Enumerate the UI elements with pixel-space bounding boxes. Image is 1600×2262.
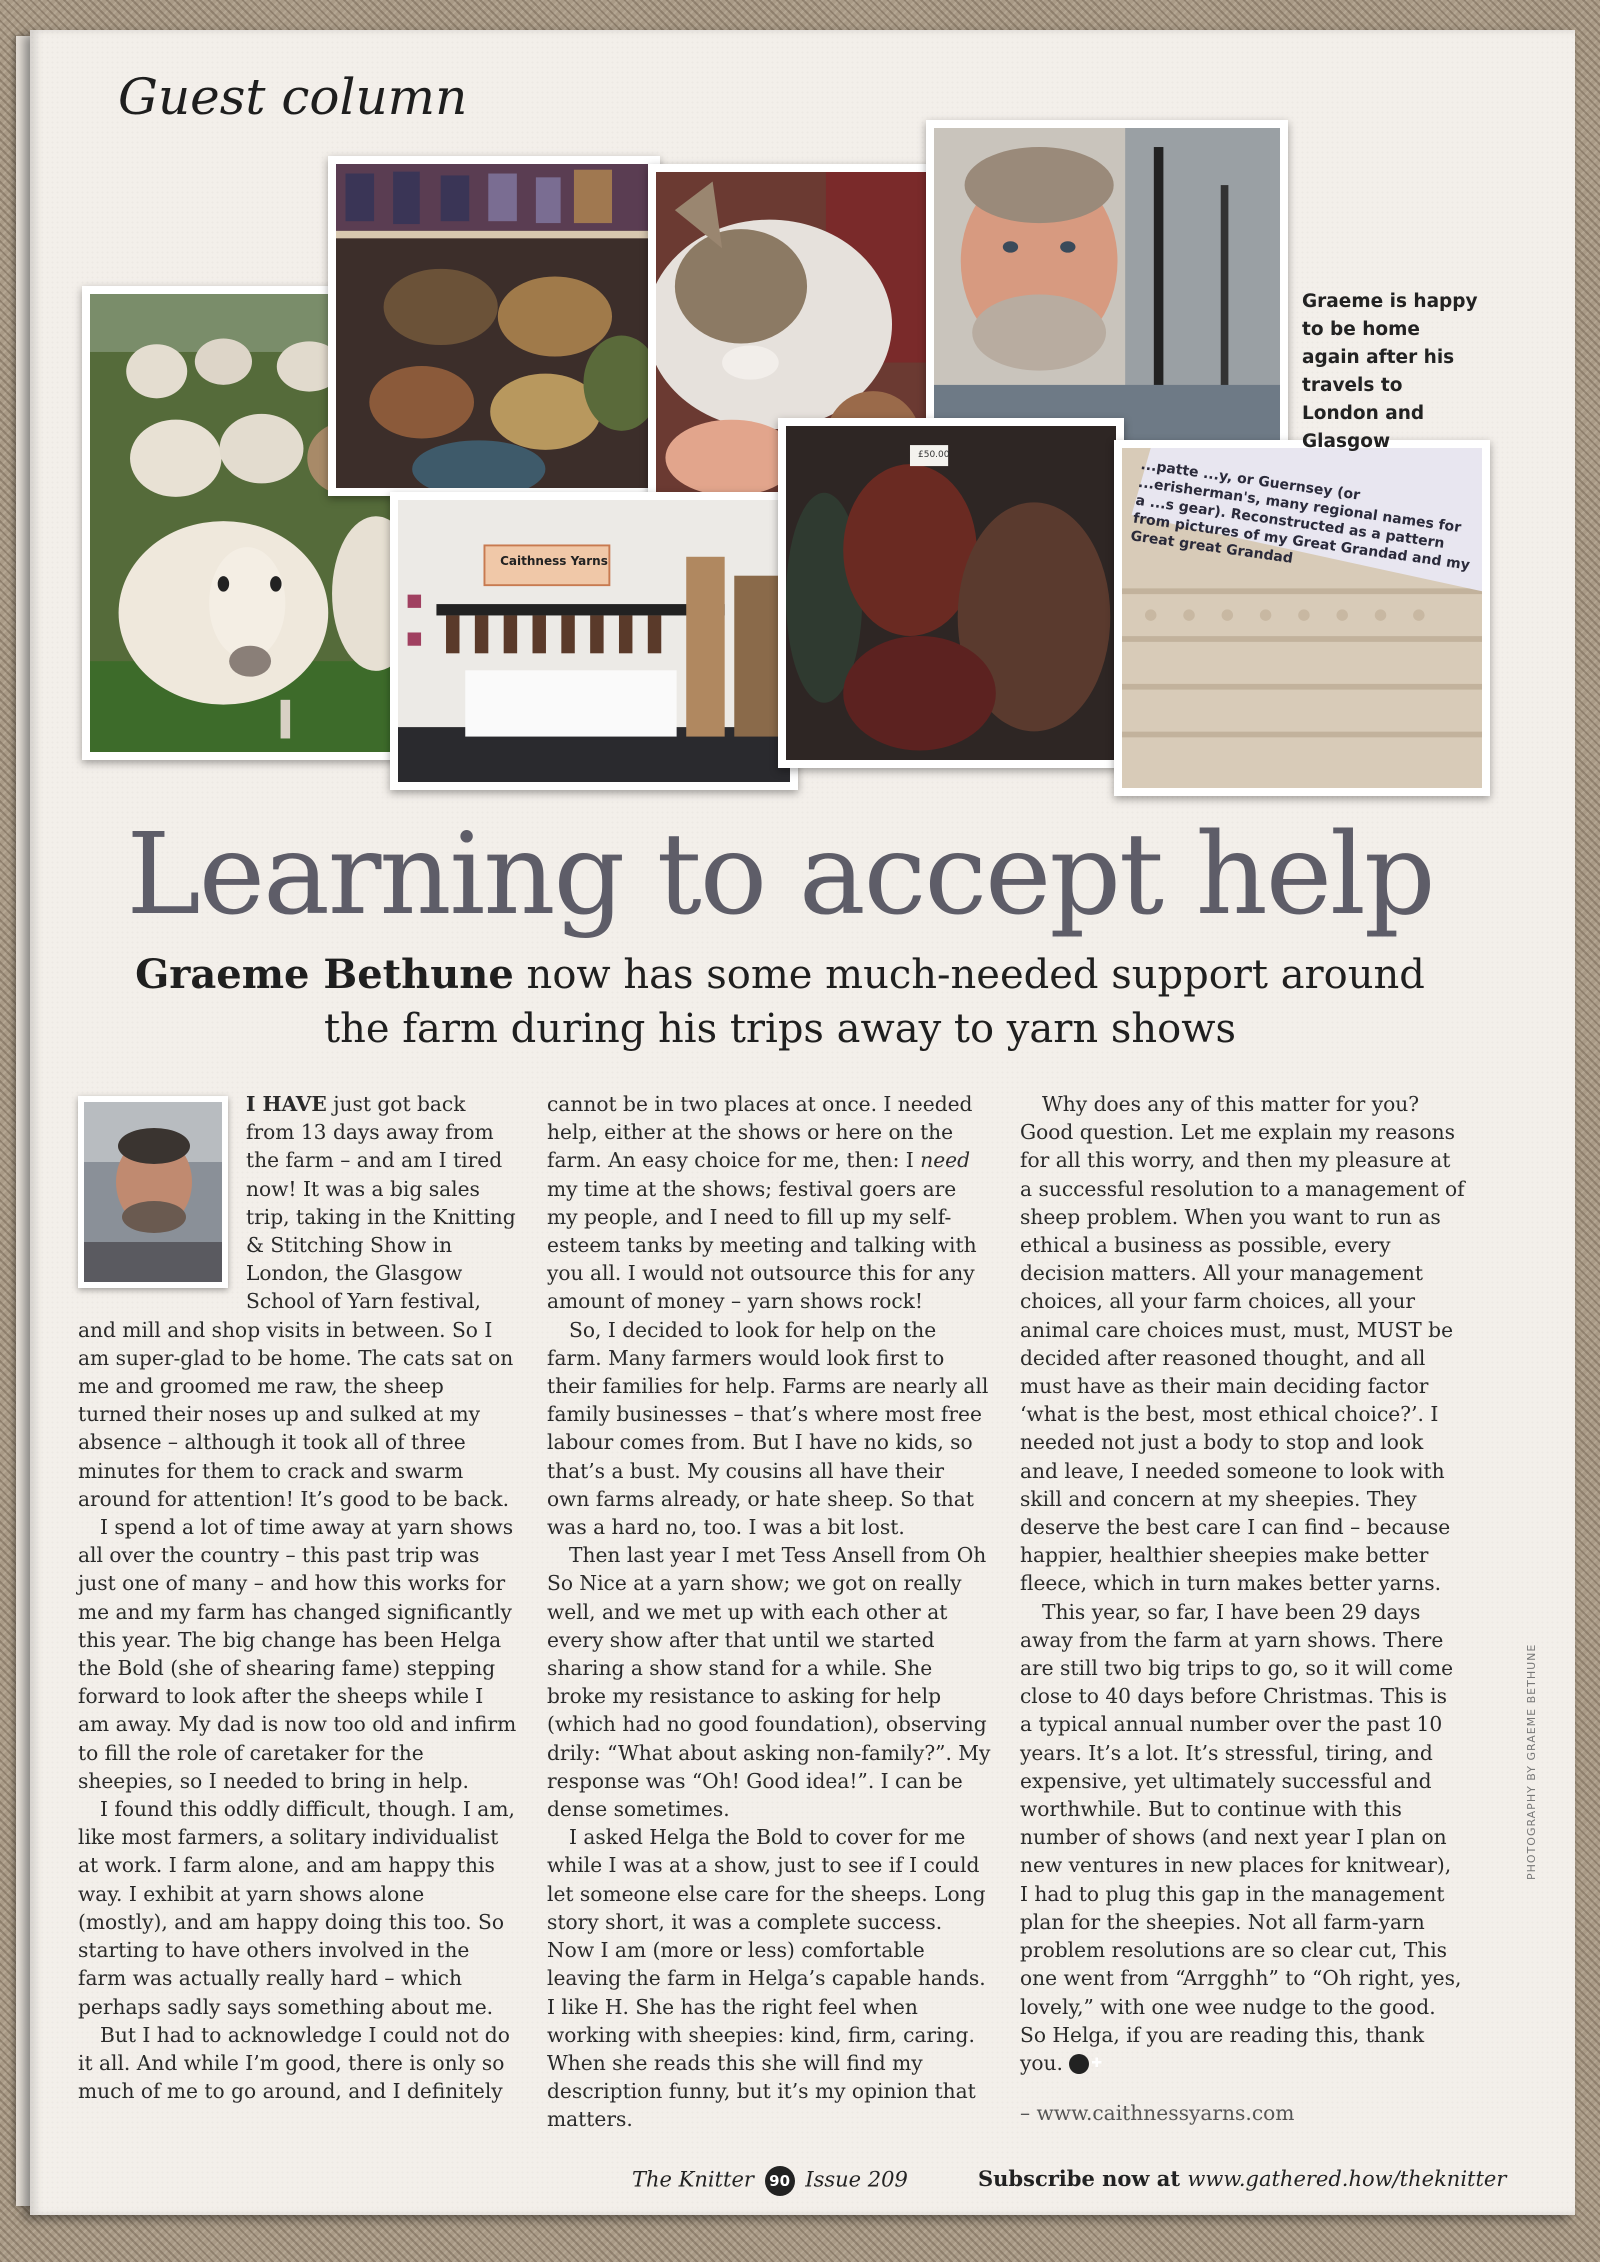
section-label: Guest column bbox=[118, 68, 468, 126]
price-tag-text: £50.00 bbox=[918, 450, 950, 460]
stall-sign-text: Caithness Yarns bbox=[500, 554, 608, 568]
subscribe-url[interactable]: www.gathered.how/theknitter bbox=[1187, 2167, 1507, 2191]
body-column-1 bbox=[78, 1090, 518, 2105]
paragraph-5: So, I decided to look for help on the farm. Many farmers would look first to their families for help. Farms are nearly all family businesses – that’s where most free labour comes from. But I have no kids, so that’s a bust. My cousins all have their own farms already, or hate sheep. So that was a hard no, too. I was a bit lost. bbox=[547, 1317, 989, 1540]
end-mark-icon: ✚ bbox=[1069, 2054, 1089, 2074]
photo-guernsey-knit bbox=[1114, 440, 1490, 796]
body-column-3 bbox=[1020, 1090, 1465, 2127]
photo-caithness-stall bbox=[390, 492, 798, 790]
website-link[interactable]: – www.caithnessyarns.com bbox=[1020, 2101, 1295, 2126]
author-name: Graeme Bethune bbox=[135, 951, 514, 998]
subscribe-lead: Subscribe now at bbox=[978, 2166, 1188, 2191]
paragraph-4-start: But I had to acknowledge I could not do it all. And while I’m good, there is only so much of me to go around, and I definitely bbox=[78, 2022, 510, 2104]
guernsey-label-card: ...patte ...y, or Guernsey (or ...erisherman's, many regional names for a ...s gear). Reconstructed as a pattern from pictures of my Great Grandad and my Great great Grandad bbox=[1129, 456, 1471, 574]
body-column-2 bbox=[547, 1090, 992, 2134]
paragraph-3: I found this oddly difficult, though. I am, like most farmers, a solitary individualist at work. I farm alone, and am happy this way. I exhibit at yarn shows alone (mostly), and am happy doing this too. So starting to have others involved in the farm was actually really hard – which perhaps sadly says something about me. bbox=[78, 1797, 515, 2019]
paragraph-4-cont: cannot be in two places at once. I needed help, either at the shows or here on the farm. An easy choice for me, then: I need my time at the shows; festival goers are my people, and I need to fill up my self-esteem tanks by meeting and talking with you all. I would not outsource this for any amount of money – yarn shows rock! bbox=[547, 1092, 977, 1314]
photo-yarn-shelves bbox=[328, 156, 660, 496]
standfirst bbox=[100, 948, 1460, 1056]
lead-caps: I HAVE bbox=[246, 1092, 327, 1116]
photo-graeme-portrait bbox=[926, 120, 1288, 450]
footer-subscribe bbox=[978, 2166, 1506, 2191]
footer-magazine bbox=[632, 2166, 908, 2196]
paragraph-7: I asked Helga the Bold to cover for me while I was at a show, just to see if I could let someone else care for the sheeps. Long story short, it was a complete success. Now I am (more or less) comfortable leaving the farm in Helga’s capable hands. I like H. She has the right feel when working with sheepies: kind, firm, caring. When she reads this she will find my description funny, but it’s my opinion that matters. bbox=[547, 1825, 986, 2132]
paragraph-1: just got back from 13 days away from the farm – and am I tired now! It was a big sales trip, taking in the Knitting & Stitching Show in London, the Glasgow School of Yarn festival, and mill and shop visits in between. So I am super-glad to be home. The cats sat on me and groomed me raw, the sheep turned their noses up and sulked at my absence – although it took all of three minutes for them to crack and swarm around for attention! It’s good to be back. bbox=[78, 1092, 516, 1511]
page-number: 90 bbox=[765, 2166, 795, 2196]
magazine-name: The Knitter bbox=[632, 2167, 754, 2192]
photo-yarn-cones bbox=[778, 418, 1124, 768]
photo-caption: Graeme is happy to be home again after his travels to London and Glasgow bbox=[1302, 291, 1478, 452]
paragraph-9: This year, so far, I have been 29 days away from the farm at yarn shows. There are still two big trips to go, so it will come close to 40 days before Christmas. This is a typical annual number over the past 10 years. It’s a lot. It’s stressful, tiring, and expensive, yet ultimately successful and worthwhile. But to continue with this number of shows (and next year I plan on new ventures in new places for knitwear), I had to plug this gap in the management plan for the sheepies. Not all farm-yarn problem resolutions are so clear cut, This one went from “Arrgghh” to “Oh right, yes, lovely,” with one wee nudge to the good. So Helga, if you are reading this, thank you. bbox=[1020, 1599, 1462, 2075]
standfirst-text: now has some much-needed support around the farm during his trips away to yarn shows bbox=[324, 952, 1425, 1052]
paragraph-2: I spend a lot of time away at yarn shows all over the country – this past trip was just one of many – and how this works for me and my farm has changed significantly this year. The big change has been Helga the Bold (she of shearing fame) stepping forward to look after the sheeps while I am away. My dad is now too old and infirm to fill the role of caretaker for the sheepies, so I needed to bring in help. bbox=[78, 1515, 517, 1793]
photo-credit: PHOTOGRAPHY BY GRAEME BETHUNE bbox=[1525, 1643, 1538, 1880]
author-mugshot bbox=[78, 1096, 228, 1288]
headline: Learning to accept help bbox=[126, 810, 1434, 940]
issue-number: Issue 209 bbox=[805, 2167, 908, 2192]
paragraph-6: Then last year I met Tess Ansell from Oh So Nice at a yarn show; we got on really well, and we met up with each other at every show after that until we started sharing a show stand for a while. She broke my resistance to asking for help (which had no good foundation), observing drily: “What about asking non-family?”. My response was “Oh! Good idea!”. I can be dense sometimes. bbox=[547, 1543, 991, 1822]
paragraph-8: Why does any of this matter for you? Good question. Let me explain my reasons for all this worry, and then my pleasure at a successful resolution to a management of sheep problem. When you want to run as ethical a business as possible, every decision matters. All your management choices, all your farm choices, all your animal care choices must, must, MUST be decided after reasoned thought, and all must have as their main deciding factor ‘what is the best, most ethical choice?’. I needed not just a body to stop and look and leave, I needed someone to look with skill and concern at my sheepies. They deserve the best care I can find – because happier, healthier sheepies make better fleece, which in turn makes better yarns. bbox=[1020, 1092, 1465, 1596]
